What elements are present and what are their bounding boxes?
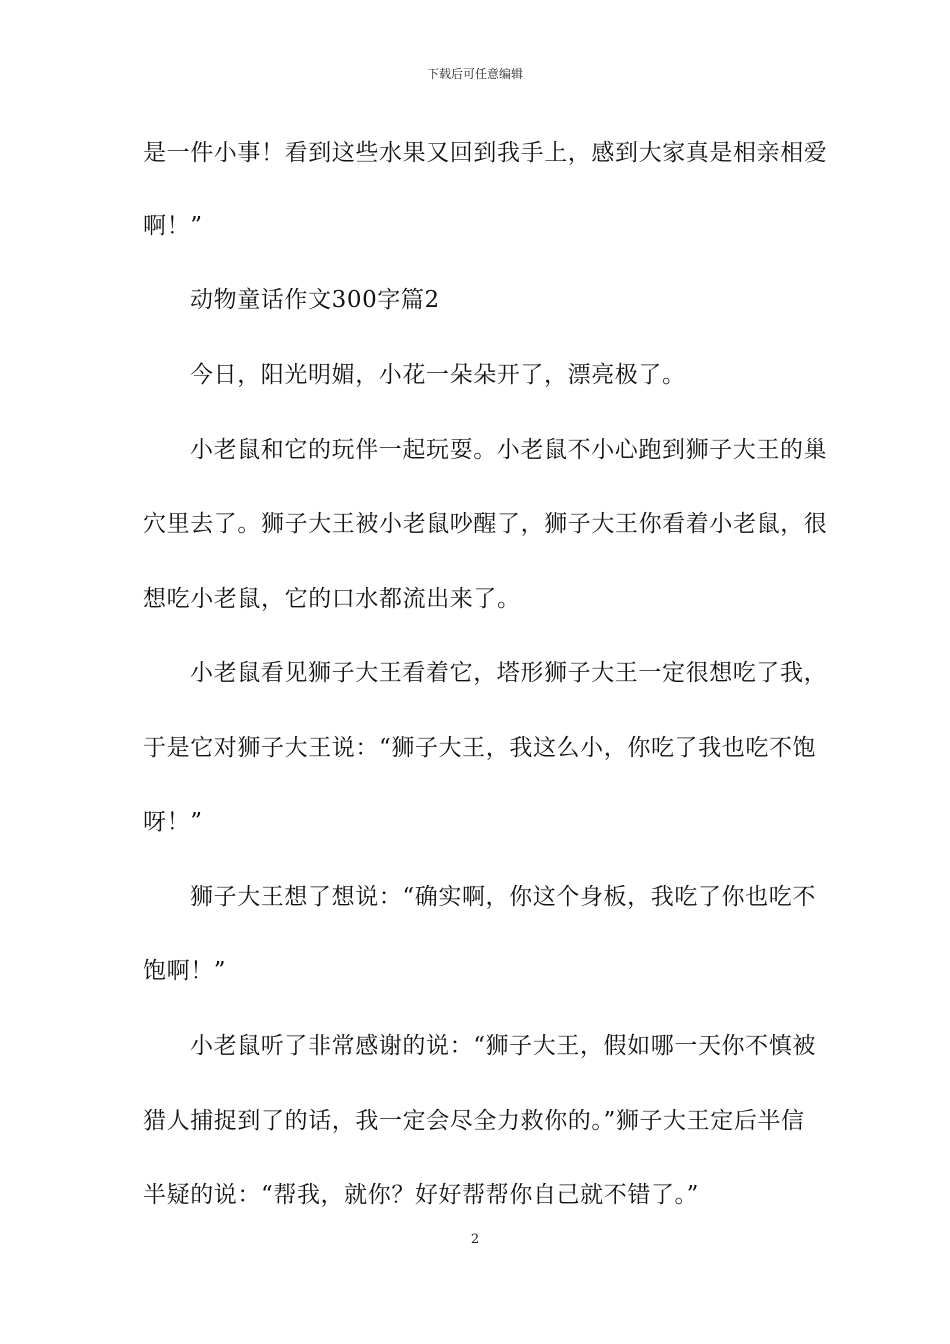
body-text-line: 猎人捕捉到了的话，我一定会尽全力救你的。”狮子大王定后半信	[143, 1108, 805, 1134]
body-text-line: 是一件小事！看到这些水果又回到我手上，感到大家真是相亲相爱	[143, 140, 828, 166]
body-text-line: 小老鼠和它的玩伴一起玩耍。小老鼠不小心跑到狮子大王的巢	[190, 437, 828, 463]
body-text-line: 饱啊！”	[143, 958, 227, 984]
body-text-line: 小老鼠看见狮子大王看着它，塔形狮子大王一定很想吃了我，	[190, 660, 828, 686]
body-text-line: 呀！”	[143, 809, 203, 835]
body-text-line: 今日，阳光明媚，小花一朵朵开了，漂亮极了。	[190, 362, 686, 388]
body-text-line: 于是它对狮子大王说：“狮子大王，我这么小，你吃了我也吃不饱	[143, 735, 817, 761]
section-heading: 动物童话作文300字篇2	[190, 287, 440, 313]
page-number: 2	[470, 1232, 480, 1247]
body-text-line: 半疑的说：“帮我，就你？好好帮帮你自己就不错了。”	[143, 1182, 700, 1208]
body-text-line: 小老鼠听了非常感谢的说：“狮子大王，假如哪一天你不慎被	[190, 1033, 816, 1059]
body-text-line: 啊！”	[143, 213, 203, 239]
page-header: 下载后可任意编辑	[426, 67, 523, 81]
body-text-line: 狮子大王想了想说：“确实啊，你这个身板，我吃了你也吃不	[190, 884, 816, 910]
body-text-line: 想吃小老鼠，它的口水都流出来了。	[143, 586, 521, 612]
body-text-line: 穴里去了。狮子大王被小老鼠吵醒了，狮子大王你看着小老鼠，很	[143, 511, 828, 537]
